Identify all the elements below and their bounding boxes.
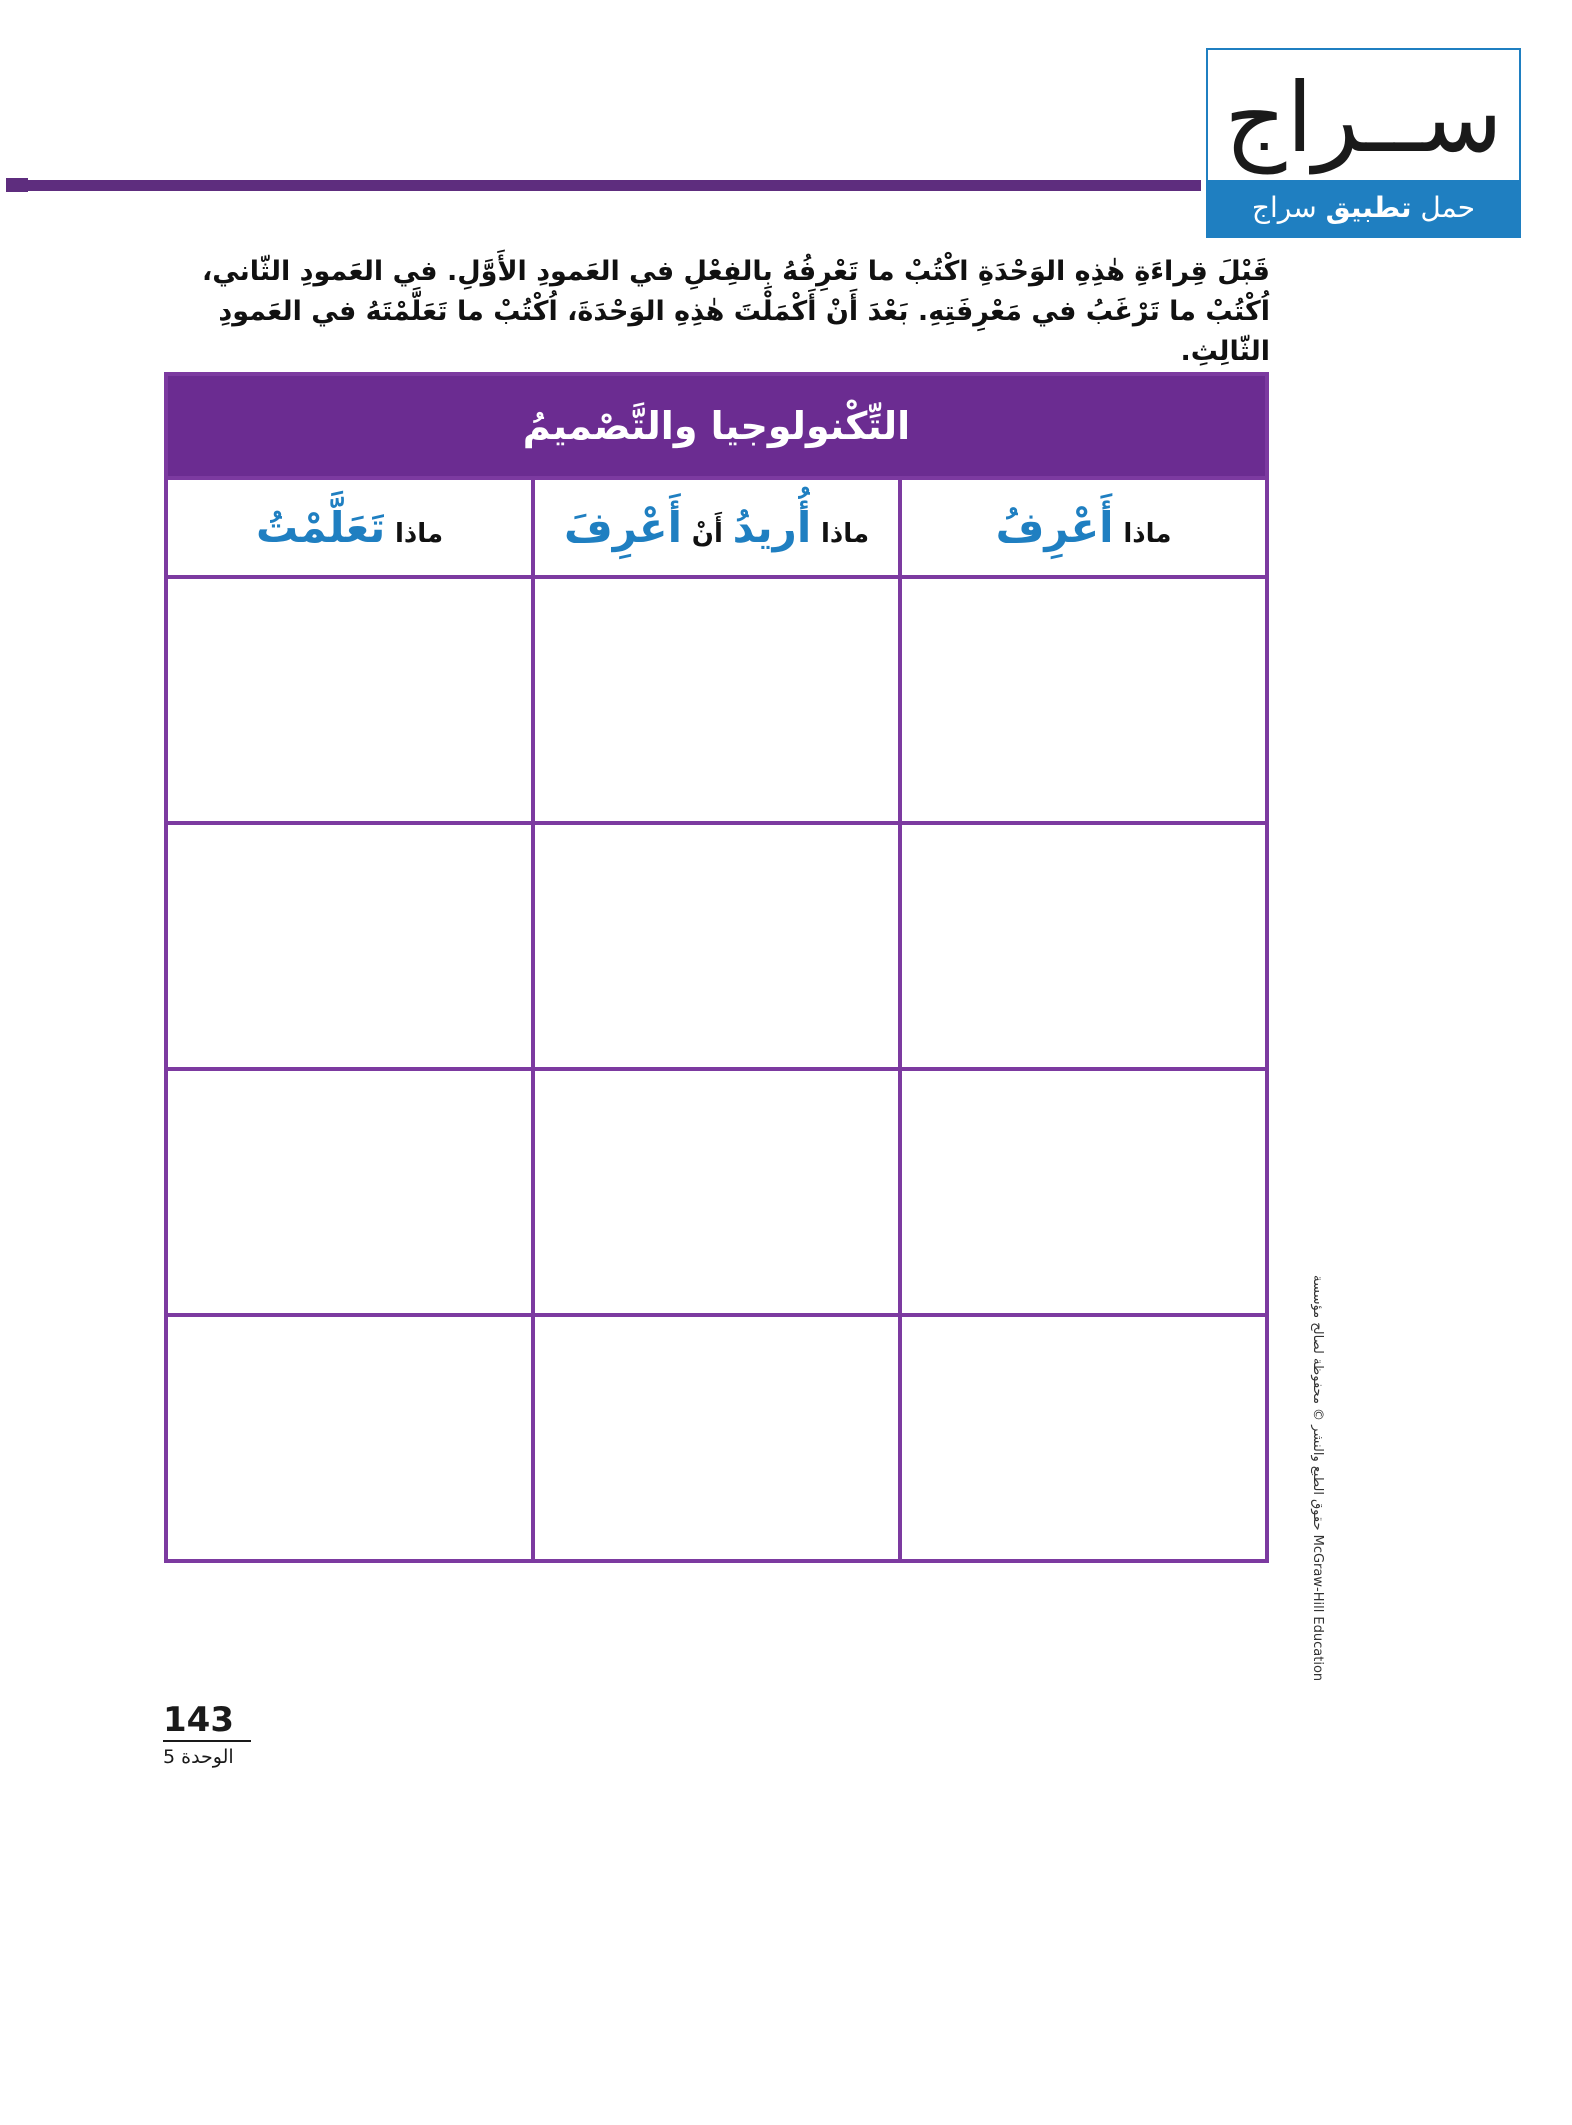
answer-cell-learned-3[interactable] xyxy=(166,1069,533,1315)
page-number-rule xyxy=(163,1740,251,1742)
header-keyword: أُريدُ xyxy=(732,503,812,552)
logo-band-strong: تطبيق xyxy=(1325,191,1412,224)
answer-cell-learned-2[interactable] xyxy=(166,823,533,1069)
logo-band-prefix: حمل xyxy=(1420,191,1476,224)
copyright-text: حقوق الطبع والنشر © محفوظة لصالح مؤسسة McGraw-Hill Education xyxy=(1310,1275,1325,1682)
column-header-want xyxy=(533,478,900,577)
answer-cell-want-4[interactable] xyxy=(533,1315,900,1561)
answer-cell-know-3[interactable] xyxy=(900,1069,1267,1315)
answer-cell-want-1[interactable] xyxy=(533,577,900,823)
logo-band-suffix: سراج xyxy=(1251,191,1317,224)
unit-label: الوحدة 5 xyxy=(163,1746,234,1768)
header-connector: أَنْ xyxy=(691,519,723,549)
header-keyword-2: أَعْرِفَ xyxy=(564,503,683,552)
kwl-chart xyxy=(164,372,1269,1563)
copyright-credit xyxy=(1310,1275,1340,1705)
header-keyword: أَعْرِفُ xyxy=(995,503,1114,552)
answer-cell-want-3[interactable] xyxy=(533,1069,900,1315)
logo-wordmark: ســراج xyxy=(1224,62,1503,174)
answer-cell-learned-1[interactable] xyxy=(166,577,533,823)
column-header-know xyxy=(900,478,1267,577)
header-rule-end xyxy=(6,178,28,192)
kwl-title: التِّكْنولوجيا والتَّصْميمُ xyxy=(166,374,1267,478)
header-keyword: تَعَلَّمْتُ xyxy=(255,503,386,552)
header-prefix: ماذا xyxy=(821,519,870,549)
answer-cell-learned-4[interactable] xyxy=(166,1315,533,1561)
header-prefix: ماذا xyxy=(1123,519,1172,549)
answer-cell-know-4[interactable] xyxy=(900,1315,1267,1561)
answer-cell-know-1[interactable] xyxy=(900,577,1267,823)
logo-download-band[interactable] xyxy=(1208,180,1519,236)
page-number: 143 xyxy=(163,1700,234,1740)
siraj-logo[interactable] xyxy=(1206,48,1521,238)
column-header-learned xyxy=(166,478,533,577)
header-rule xyxy=(6,180,1201,191)
answer-cell-know-2[interactable] xyxy=(900,823,1267,1069)
answer-cell-want-2[interactable] xyxy=(533,823,900,1069)
instructions-paragraph: قَبْلَ قِراءَةِ هٰذِهِ الوَحْدَةِ اكْتُبْ ما تَعْرِفُهُ بِالفِعْلِ في العَمودِ الأَوَّلِ. في العَمودِ الثّاني، اُكْتُبْ ما تَرْغَبُ في مَعْرِفَتِهِ. بَعْدَ أَنْ أَكْمَلْتَ هٰذِهِ الوَحْدَةَ، اُكْتُبْ ما تَعَلَّمْتَهُ في العَمودِ الثّالِثِ. xyxy=(202,256,1270,367)
header-prefix: ماذا xyxy=(394,519,444,549)
